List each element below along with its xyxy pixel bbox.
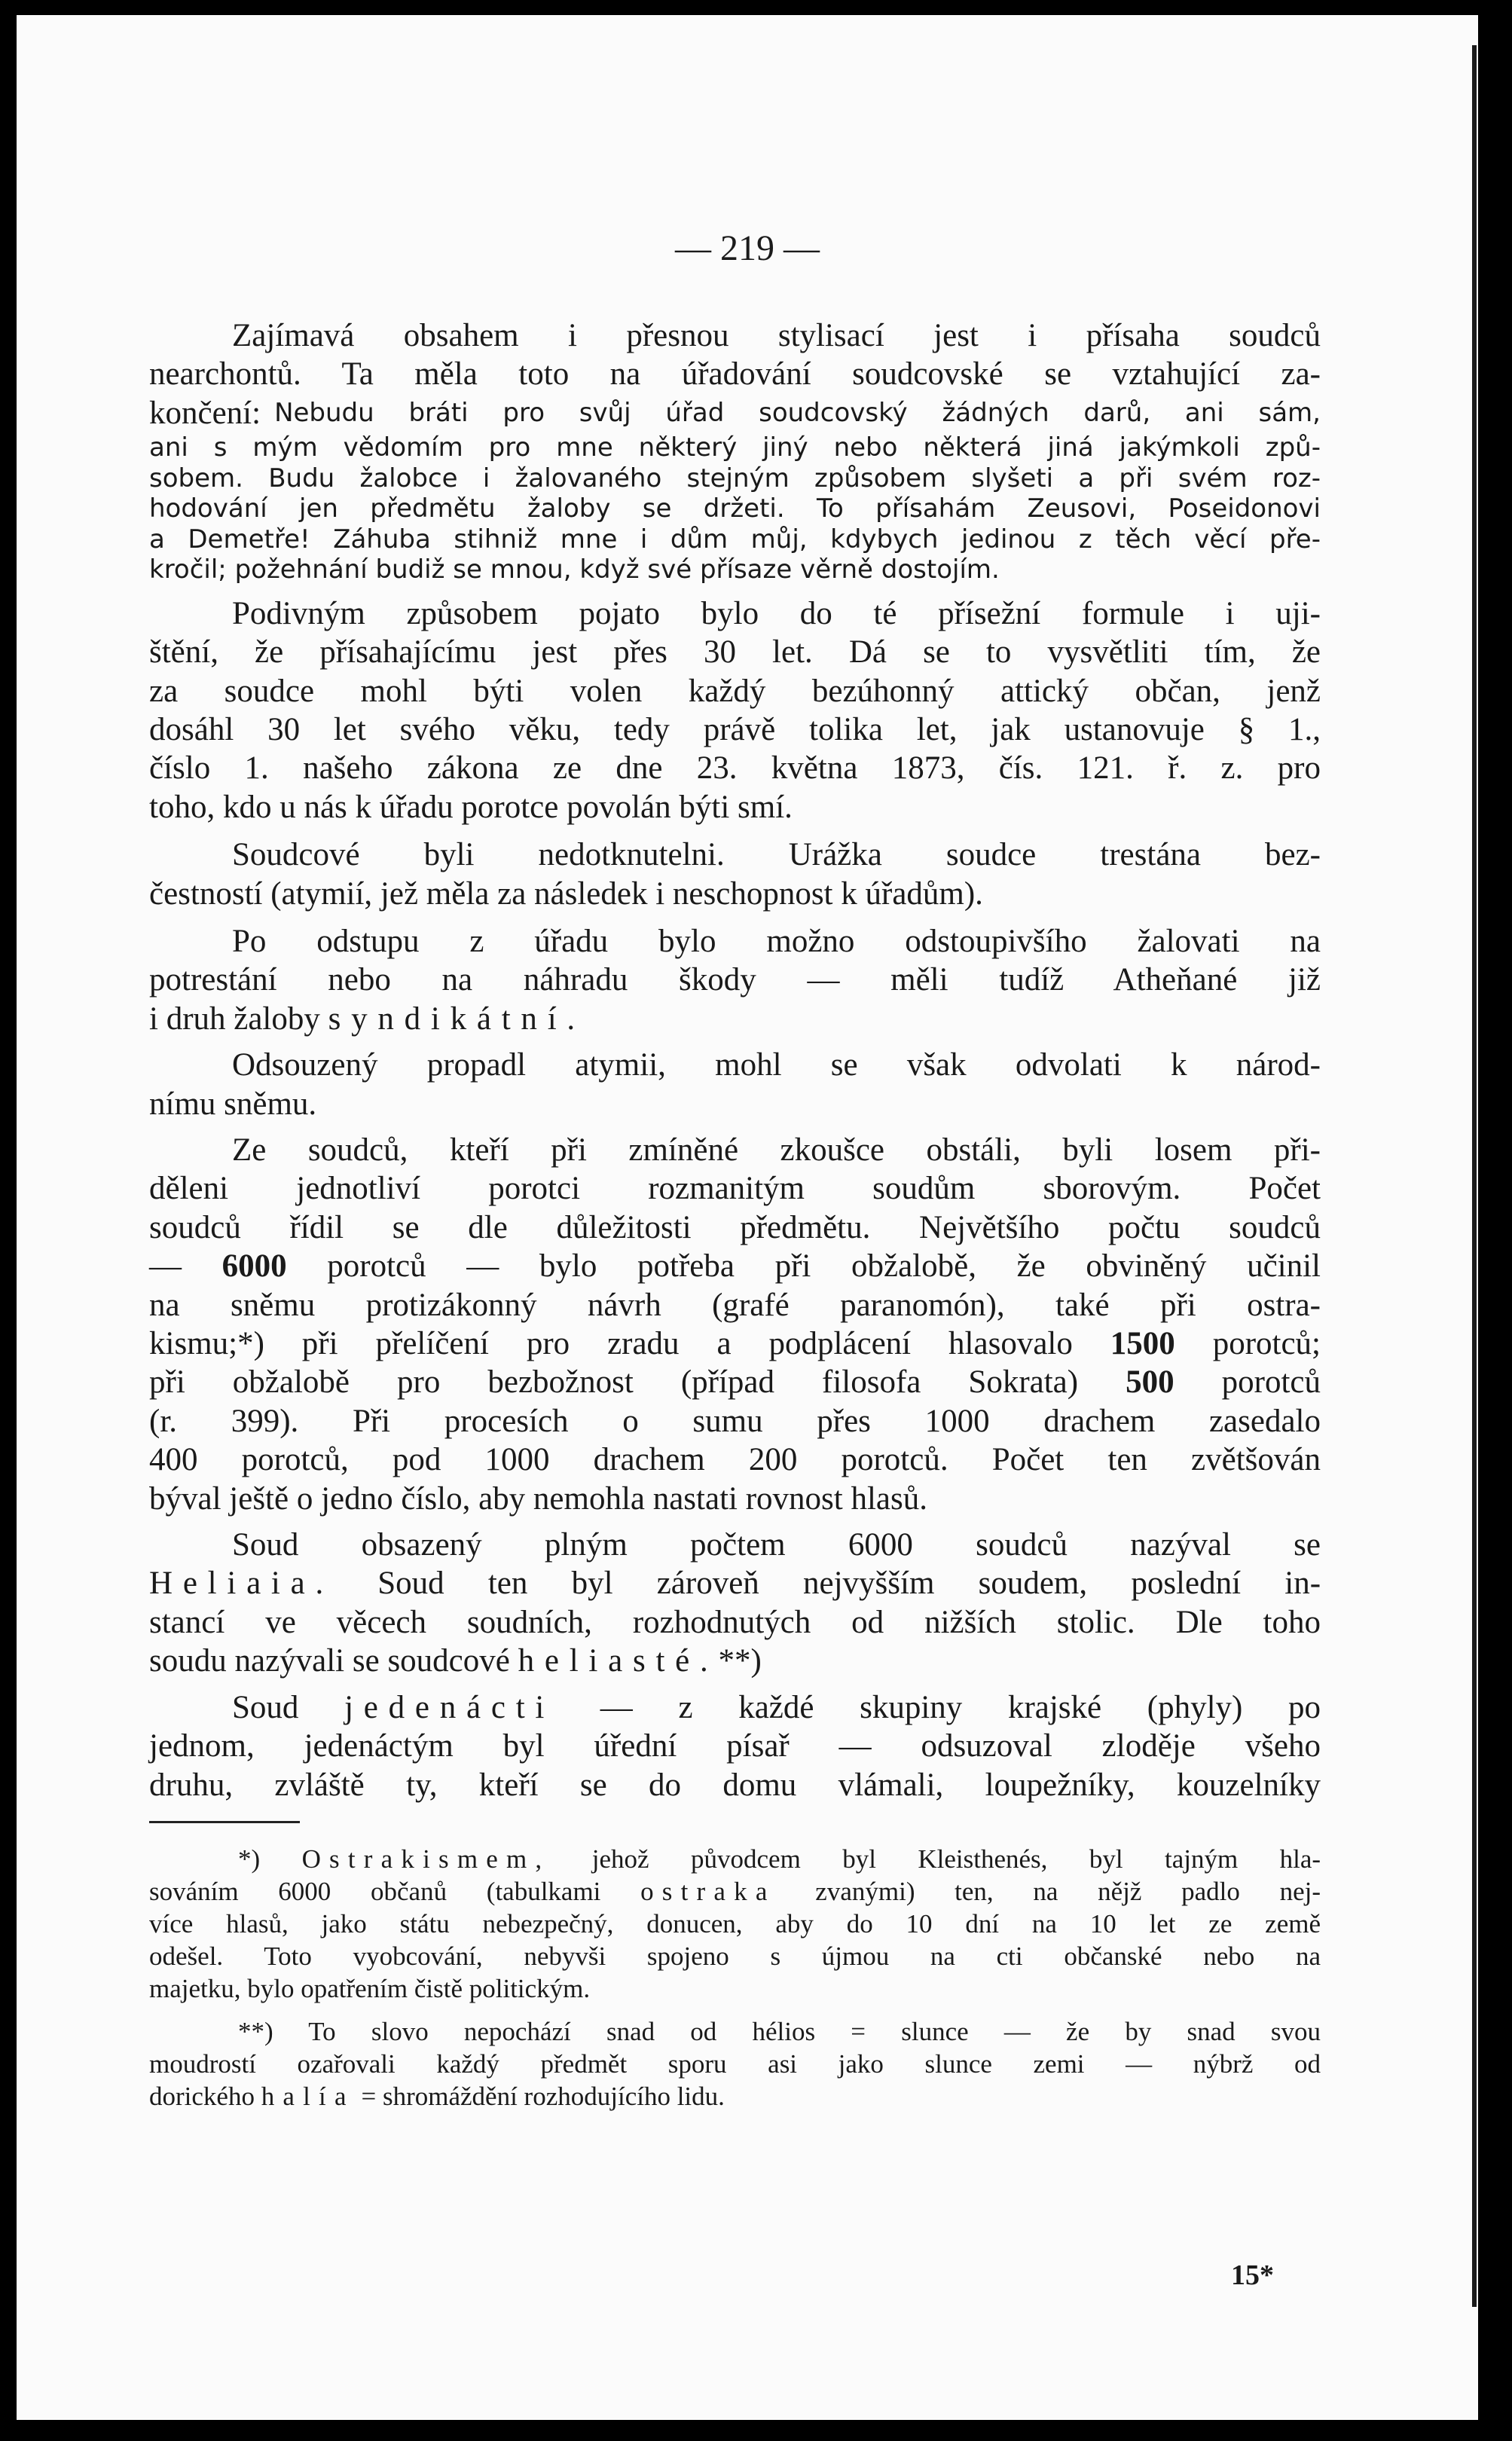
paragraph-8-line-2-text: Soud ten byl zároveň nejvyšším soudem, poslední in-	[377, 1566, 1321, 1602]
footnote-1-line-4: odešel. Toto vyobcování, nebyvši spojeno s újmou na cti občanské nebo na	[149, 1941, 1321, 1971]
paragraph-7-line-5: na sněmu protizákonný návrh (grafé paranomón), také při ostra-	[149, 1287, 1321, 1323]
paragraph-7-line-7	[149, 1363, 1321, 1401]
paragraph-7-line-2: děleni jednotliví porotci rozmanitým soudům sborovým. Počet	[149, 1171, 1321, 1207]
paragraph-7-line-4-text: porotců — bylo potřeba při obžalobě, že obviněný učinil	[327, 1248, 1321, 1285]
paragraph-4-line-1: Soudcové byli nedotknutelni. Urážka soudce trestána bez-	[232, 837, 1321, 873]
footnote-1-line-1	[149, 1843, 1321, 1875]
paragraph-9-line-1-end: — z každé skupiny krajské (phyly) po	[600, 1689, 1321, 1725]
paragraph-3-line-2: štění, že přísahajícímu jest přes 30 let. Dá se to vysvětliti tím, že	[149, 634, 1321, 671]
paragraph-7-line-4	[149, 1247, 1321, 1285]
footnote-1-mark: *)	[238, 1844, 261, 1874]
footnote-1-line-2-text: sováním 6000 občanů (tabulkami	[149, 1876, 601, 1906]
footnote-1-line-5: majetku, bylo opatřením čistě politickým.	[149, 1973, 591, 2003]
oath-line-5: a Demetře! Záhuba stihniž mne i dům můj, kdybych jedinou z těch věcí pře-	[149, 524, 1321, 554]
paragraph-7-line-9: 400 porotců, pod 1000 drachem 200 porotců. Počet ten zvětšován	[149, 1442, 1321, 1478]
paragraph-6-line-1: Odsouzený propadl atymii, mohl se však odvolati k národ-	[232, 1047, 1321, 1083]
spaced-term-heliaia: Heliaia.	[149, 1566, 334, 1602]
footnote-ref-2: **)	[718, 1643, 762, 1679]
paragraph-9-line-3: druhu, zvláště ty, kteří se do domu vlámali, loupežníky, kouzelníky	[149, 1767, 1321, 1803]
bold-number-500: 500	[1126, 1364, 1174, 1401]
footnote-2-line-3	[149, 2080, 1321, 2113]
paragraph-5-line-3-text: i druh žaloby	[149, 1001, 320, 1037]
spaced-term-halia: halía	[261, 2081, 355, 2111]
paragraph-7-line-7-text: při obžalobě pro bezbožnost (případ filosofa Sokrata)	[149, 1364, 1079, 1401]
paragraph-3-line-4: dosáhl 30 let svého věku, tedy právě tolika let, jak ustanovuje § 1.,	[149, 711, 1321, 747]
oath-line-4: hodování jen předmětu žaloby se držeti. To přísahám Zeusovi, Poseidonovi	[149, 493, 1321, 524]
paragraph-8-line-1: Soud obsazený plným počtem 6000 soudců nazýval se	[232, 1527, 1321, 1563]
paragraph-3-line-3: za soudce mohl býti volen každý bezúhonný attický občan, jenž	[149, 673, 1321, 709]
spaced-term-syndikatni: syndikátní.	[328, 1001, 585, 1037]
paragraph-4-line-2: čestností (atymií, jež měla za následek i neschopnost k úřadům).	[149, 875, 983, 912]
paragraph-1-line-1: Zajímavá obsahem i přesnou stylisací jest i přísaha soudců	[232, 318, 1321, 353]
footnote-1-line-2-end: zvanými) ten, na nějž padlo nej-	[815, 1876, 1321, 1906]
paragraph-7-line-3: soudců řídil se dle důležitosti předmětu. Největšího počtu soudců	[149, 1209, 1321, 1245]
page-number: — 219 —	[675, 228, 820, 268]
paragraph-8-line-4-text: soudu nazývali se soudcové	[149, 1643, 510, 1679]
printer-signature-mark: 15*	[1231, 2259, 1274, 2291]
paragraph-7-line-7-end: porotců	[1221, 1364, 1321, 1401]
paragraph-7-line-10: býval ještě o jedno číslo, aby nemohla nastati rovnost hlasů.	[149, 1480, 927, 1517]
paragraph-7-line-6	[149, 1324, 1321, 1363]
paragraph-5-line-3	[149, 1000, 1321, 1038]
paragraph-1-line-2: nearchontů. Ta měla toto na úřadování soudcovské se vztahující za-	[149, 356, 1321, 393]
paragraph-8-line-4	[149, 1642, 1321, 1680]
paragraph-9-line-1	[149, 1688, 1321, 1727]
paragraph-5-line-2: potrestání nebo na náhradu škody — měli tudíž Atheňané již	[149, 962, 1321, 998]
spaced-term-heliaste: heliasté.	[518, 1643, 719, 1679]
page-body	[149, 316, 1321, 2113]
paragraph-9-line-1-text: Soud	[232, 1689, 299, 1725]
paragraph-7-line-6-text: kismu;*) při přelíčení pro zradu a podplácení hlasovalo	[149, 1326, 1073, 1362]
book-page	[17, 15, 1478, 2420]
paragraph-3-line-5: číslo 1. našeho zákona ze dne 23. května 1873, čís. 121. ř. z. pro	[149, 750, 1321, 787]
paragraph-8-line-3: stancí ve věcech soudních, rozhodnutých od nižších stolic. Dle toho	[149, 1604, 1321, 1640]
paragraph-7-line-8: (r. 399). Při procesích o sumu přes 1000 drachem zasedalo	[149, 1403, 1321, 1439]
paragraph-9-line-2: jednom, jedenáctým byl úřední písař — odsuzoval zloděje všeho	[149, 1728, 1321, 1764]
spaced-term-ostrakismem: Ostrakismem,	[301, 1844, 551, 1874]
paragraph-6-line-2: nímu sněmu.	[149, 1086, 317, 1122]
paragraph-1-line-3: končení:	[149, 395, 261, 431]
footnote-1-line-1-text: jehož původcem byl Kleisthenés, byl tajným hla-	[591, 1844, 1321, 1874]
footnote-1-line-3: více hlasů, jako státu nebezpečný, donucen, aby do 10 dní na 10 let ze země	[149, 1908, 1321, 1938]
paragraph-7-line-6-end: porotců;	[1212, 1326, 1321, 1362]
dash: —	[149, 1248, 182, 1285]
footnote-2-line-3-end: = shromáždění rozhodujícího lidu.	[361, 2081, 725, 2111]
footnote-2-line-1: **) To slovo nepochází snad od hélios = slunce — že by snad svou	[238, 2016, 1321, 2046]
oath-line-3: sobem. Budu žalobce i žalovaného stejným způsobem slyšeti a při svém roz-	[149, 463, 1321, 493]
oath-line-2: ani s mým vědomím pro mne některý jiný nebo některá jiná jakýmkoli způ-	[149, 432, 1321, 463]
oath-line-1: Nebudu bráti pro svůj úřad soudcovský žádných darů, ani sám,	[274, 397, 1321, 428]
paragraph-7-line-1: Ze soudců, kteří při zmíněné zkoušce obstáli, byli losem při-	[232, 1132, 1321, 1168]
paragraph-5-line-1: Po odstupu z úřadu bylo možno odstoupivšího žalovati na	[232, 923, 1321, 959]
page-edge-shadow	[1472, 45, 1477, 2307]
paragraph-3-line-1: Podivným způsobem pojato bylo do té přísežní formule i uji-	[232, 595, 1321, 631]
spaced-term-ostraka: ostraka	[640, 1876, 776, 1906]
footnote-1-line-2	[149, 1875, 1321, 1908]
footnote-2-line-2: moudrostí ozařovali každý předmět sporu asi jako slunce zemi — nýbrž od	[149, 2048, 1321, 2079]
bold-number-1500: 1500	[1110, 1326, 1175, 1362]
footnote-rule	[149, 1821, 300, 1823]
oath-line-6: kročil; požehnání budiž se mnou, když své přísaze věrně dostojím.	[149, 554, 1000, 585]
footnote-2-line-3-text: dorického	[149, 2081, 255, 2111]
spaced-term-jedenacti: jedenácti	[344, 1689, 555, 1725]
paragraph-3-line-6: toho, kdo u nás k úřadu porotce povolán býti smí.	[149, 789, 793, 825]
bold-number-6000: 6000	[221, 1248, 287, 1285]
paragraph-8-line-2	[149, 1564, 1321, 1602]
